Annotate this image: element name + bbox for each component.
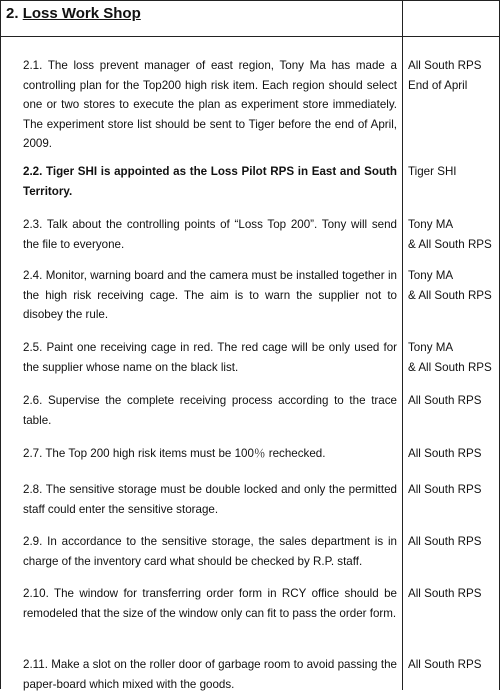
owner-line-2: End of April bbox=[408, 78, 468, 92]
owner-line-2: & All South RPS bbox=[408, 360, 492, 374]
owner-line-1: All South RPS bbox=[408, 587, 482, 600]
section-number: 2. bbox=[6, 5, 19, 22]
column-divider bbox=[402, 1, 403, 690]
owner-cell-2-4 bbox=[408, 266, 498, 305]
owner-cell-2-9 bbox=[408, 532, 498, 552]
owner-cell-2-7 bbox=[408, 444, 498, 464]
owner-cell-2-6 bbox=[408, 391, 498, 411]
owner-line-1: Tiger SHI bbox=[408, 165, 457, 178]
owner-line-1: Tony MA bbox=[408, 269, 454, 282]
action-item-2-9: 2.9. In accordance to the sensitive storage, the sales department is in charge of the inventory card what should be checked by R.P. staff. bbox=[23, 535, 397, 568]
action-item-2-2: 2.2. Tiger SHI is appointed as the Loss Pilot RPS in East and South Territory. bbox=[23, 165, 397, 198]
owner-cell-2-1 bbox=[408, 56, 498, 95]
action-item-2-5: 2.5. Paint one receiving cage in red. The red cage will be only used for the supplier whose name on the black list. bbox=[23, 341, 397, 374]
owner-line-1: All South RPS bbox=[408, 59, 482, 72]
owner-cell-2-10 bbox=[408, 584, 498, 604]
action-item-2-3: 2.3. Talk about the controlling points of “Loss Top 200”. Tony will send the file to everyone. bbox=[23, 218, 397, 251]
action-item-2-10: 2.10. The window for transferring order form in RCY office should be remodeled that the size of the window only can fit to pass the order form. bbox=[23, 587, 397, 620]
owner-line-1: All South RPS bbox=[408, 535, 482, 548]
section-title: Loss Work Shop bbox=[22, 5, 141, 22]
owner-cell-2-11 bbox=[408, 655, 498, 675]
owner-cell-2-2 bbox=[408, 162, 498, 182]
owner-cell-2-3 bbox=[408, 215, 498, 254]
action-item-2-7: 2.7. The Top 200 high risk items must be 100％ rechecked. bbox=[23, 447, 326, 460]
section-heading bbox=[6, 4, 141, 24]
owner-cell-2-5 bbox=[408, 338, 498, 377]
owner-line-1: All South RPS bbox=[408, 658, 482, 671]
owner-line-1: All South RPS bbox=[408, 394, 482, 407]
owner-line-1: All South RPS bbox=[408, 483, 482, 496]
action-item-2-8: 2.8. The sensitive storage must be double locked and only the permitted staff could enter the sensitive storage. bbox=[23, 483, 397, 516]
owner-line-1: Tony MA bbox=[408, 218, 454, 231]
action-item-2-11: 2.11. Make a slot on the roller door of garbage room to avoid passing the paper-board which mixed with the goods. bbox=[23, 658, 397, 691]
action-item-2-1: 2.1. The loss prevent manager of east region, Tony Ma has made a controlling plan for the Top200 high risk item. Each region should select one or two stores to execute the plan as experiment store immediately. The experiment store list should be sent to Tiger before the end of April, 2009. bbox=[23, 59, 397, 150]
owner-line-2: & All South RPS bbox=[408, 288, 492, 302]
owner-line-1: All South RPS bbox=[408, 447, 482, 460]
owner-line-1: Tony MA bbox=[408, 341, 454, 354]
header-divider bbox=[1, 36, 500, 37]
action-item-2-4: 2.4. Monitor, warning board and the camera must be installed together in the high risk receiving cage. The aim is to warn the supplier not to disobey the rule. bbox=[23, 269, 397, 321]
action-item-2-6: 2.6. Supervise the complete receiving process according to the trace table. bbox=[23, 394, 397, 427]
owner-line-2: & All South RPS bbox=[408, 237, 492, 251]
owner-cell-2-8 bbox=[408, 480, 498, 500]
